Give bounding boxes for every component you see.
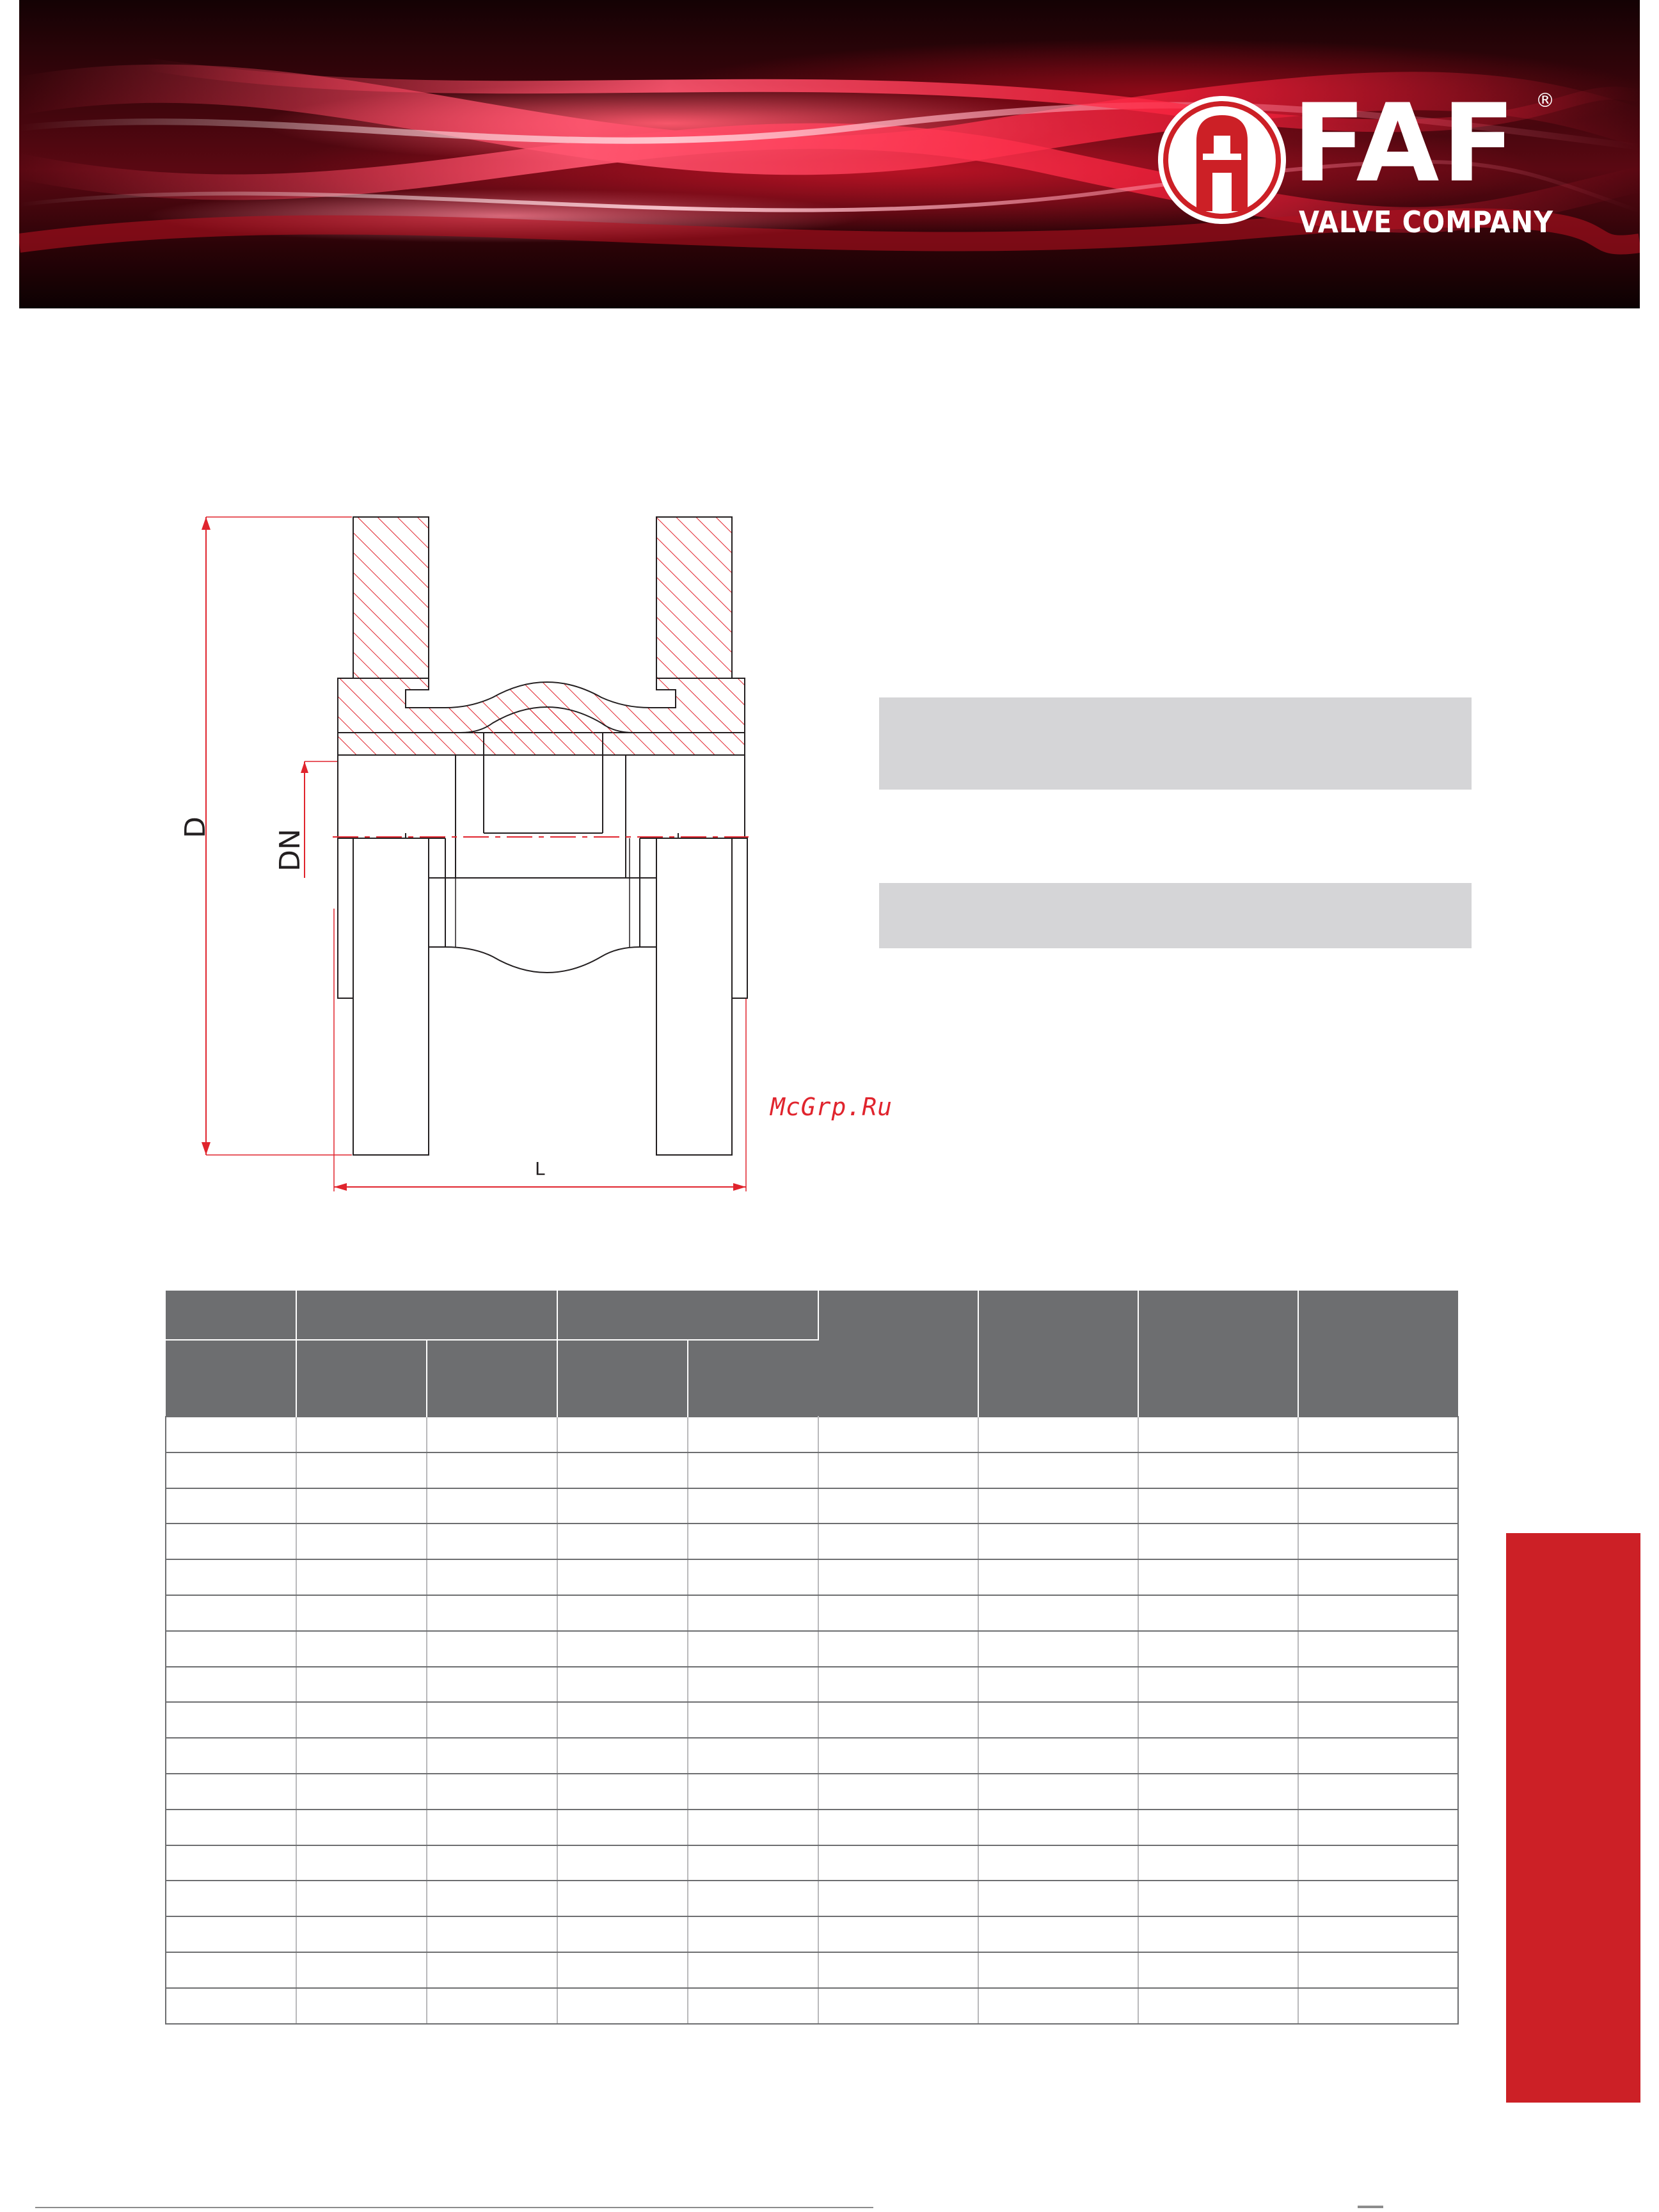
table-cell: [166, 1810, 296, 1845]
table-cell: [1298, 1916, 1458, 1952]
table-cell: [427, 1595, 557, 1631]
table-cell: [688, 1881, 818, 1916]
table-header-cell: [978, 1291, 1138, 1417]
table-cell: [688, 1810, 818, 1845]
table-cell: [688, 1631, 818, 1667]
table-cell: [166, 1417, 296, 1452]
table-row: [166, 1916, 1458, 1952]
table-cell: [557, 1952, 688, 1988]
registered-mark: ®: [1536, 90, 1555, 112]
table-cell: [557, 1595, 688, 1631]
table-cell: [1298, 1774, 1458, 1810]
section-view: [338, 517, 745, 878]
table-cell: [166, 1631, 296, 1667]
table-cell: [688, 1845, 818, 1881]
table-cell: [557, 1774, 688, 1810]
table-cell: [818, 1738, 978, 1774]
table-cell: [557, 1452, 688, 1488]
table-cell: [557, 1845, 688, 1881]
table-cell: [427, 1524, 557, 1559]
table-header-cell: [296, 1340, 427, 1417]
table-row: [166, 1559, 1458, 1595]
table-header-cell: [688, 1340, 818, 1417]
table-cell: [166, 1667, 296, 1703]
table-cell: [688, 1417, 818, 1452]
table-cell: [557, 1881, 688, 1916]
label-d: D: [179, 816, 212, 838]
table-cell: [818, 1845, 978, 1881]
table-cell: [978, 1738, 1138, 1774]
table-cell: [688, 1702, 818, 1738]
table-cell: [296, 1702, 427, 1738]
table-cell: [1138, 1988, 1298, 2024]
info-panel-1: [879, 697, 1472, 790]
table-cell: [978, 1559, 1138, 1595]
logo-tagline: VALVE COMPANY: [1299, 205, 1554, 239]
table-cell: [978, 1631, 1138, 1667]
table-cell: [427, 1667, 557, 1703]
table-row: [166, 1738, 1458, 1774]
table-cell: [1298, 1559, 1458, 1595]
table-cell: [427, 1452, 557, 1488]
table-cell: [557, 1559, 688, 1595]
table-cell: [1138, 1417, 1298, 1452]
table-row: [166, 1631, 1458, 1667]
table-cell: [1298, 1488, 1458, 1524]
table-cell: [818, 1667, 978, 1703]
table-cell: [1298, 1452, 1458, 1488]
faf-logo-emblem-icon: [1152, 90, 1292, 230]
table-cell: [427, 1952, 557, 1988]
table-header-cell: [296, 1291, 557, 1340]
table-row: [166, 1702, 1458, 1738]
table-cell: [978, 1452, 1138, 1488]
table-cell: [978, 1988, 1138, 2024]
table-row: [166, 1845, 1458, 1881]
table-cell: [818, 1417, 978, 1452]
table-header-cell: [166, 1340, 296, 1417]
table-cell: [296, 1595, 427, 1631]
table-cell: [427, 1631, 557, 1667]
footer-rule: [35, 2207, 873, 2208]
table-cell: [1298, 1738, 1458, 1774]
table-cell: [1138, 1667, 1298, 1703]
table-cell: [166, 1845, 296, 1881]
table-cell: [688, 1559, 818, 1595]
table-row: [166, 1810, 1458, 1845]
table-cell: [296, 1952, 427, 1988]
specification-table: [165, 1291, 1459, 2025]
table-cell: [166, 1488, 296, 1524]
table-header-row-1: [166, 1291, 1458, 1340]
table-header-cell: [427, 1340, 557, 1417]
table-row: [166, 1881, 1458, 1916]
table-cell: [978, 1702, 1138, 1738]
table-cell: [688, 1952, 818, 1988]
table-cell: [557, 1488, 688, 1524]
faf-logo: [1152, 81, 1561, 243]
table-row: [166, 1488, 1458, 1524]
table-header-cell: [557, 1291, 818, 1340]
table-cell: [818, 1952, 978, 1988]
table-cell: [557, 1524, 688, 1559]
table-cell: [1138, 1952, 1298, 1988]
table-cell: [557, 1417, 688, 1452]
table-cell: [557, 1810, 688, 1845]
table-row: [166, 1417, 1458, 1452]
table-cell: [978, 1524, 1138, 1559]
table-cell: [296, 1488, 427, 1524]
table-cell: [557, 1738, 688, 1774]
table-cell: [1298, 1667, 1458, 1703]
expansion-joint-drawing: [160, 499, 768, 1203]
table-cell: [166, 1559, 296, 1595]
table-cell: [818, 1631, 978, 1667]
table-cell: [296, 1452, 427, 1488]
table-cell: [557, 1702, 688, 1738]
table-cell: [818, 1595, 978, 1631]
table-cell: [427, 1559, 557, 1595]
table-cell: [688, 1667, 818, 1703]
table-cell: [427, 1916, 557, 1952]
table-cell: [1298, 1881, 1458, 1916]
table-cell: [296, 1417, 427, 1452]
table-cell: [978, 1845, 1138, 1881]
table-cell: [296, 1667, 427, 1703]
table-cell: [1138, 1452, 1298, 1488]
table-cell: [688, 1988, 818, 2024]
table-cell: [688, 1595, 818, 1631]
table-cell: [427, 1845, 557, 1881]
table-cell: [166, 1988, 296, 2024]
table-cell: [296, 1559, 427, 1595]
table-cell: [296, 1631, 427, 1667]
table-row: [166, 1952, 1458, 1988]
table-cell: [818, 1916, 978, 1952]
table-cell: [557, 1988, 688, 2024]
table-row: [166, 1988, 1458, 2024]
table-cell: [427, 1774, 557, 1810]
table-cell: [166, 1595, 296, 1631]
table-cell: [688, 1738, 818, 1774]
table-cell: [818, 1988, 978, 2024]
table-cell: [1138, 1845, 1298, 1881]
table-cell: [296, 1524, 427, 1559]
table-cell: [688, 1452, 818, 1488]
table-row: [166, 1452, 1458, 1488]
table-cell: [1138, 1881, 1298, 1916]
table-header-cell: [1138, 1291, 1298, 1417]
table-cell: [1298, 1417, 1458, 1452]
table-cell: [1298, 1595, 1458, 1631]
table-cell: [427, 1417, 557, 1452]
table-cell: [296, 1738, 427, 1774]
table-cell: [1138, 1810, 1298, 1845]
table-cell: [296, 1881, 427, 1916]
table-cell: [1298, 1952, 1458, 1988]
table-header-cell: [1298, 1291, 1458, 1417]
table-cell: [427, 1702, 557, 1738]
table-cell: [978, 1881, 1138, 1916]
table-cell: [818, 1524, 978, 1559]
table-cell: [296, 1988, 427, 2024]
table-cell: [978, 1916, 1138, 1952]
table-cell: [1298, 1631, 1458, 1667]
table-cell: [166, 1524, 296, 1559]
table-cell: [166, 1952, 296, 1988]
info-panel-2: [879, 883, 1472, 948]
table-cell: [166, 1774, 296, 1810]
table-row: [166, 1595, 1458, 1631]
table-cell: [1298, 1702, 1458, 1738]
table-cell: [1138, 1631, 1298, 1667]
table-cell: [1138, 1559, 1298, 1595]
table-cell: [818, 1774, 978, 1810]
table-row: [166, 1774, 1458, 1810]
table-cell: [978, 1417, 1138, 1452]
table-cell: [1138, 1524, 1298, 1559]
table-cell: [978, 1810, 1138, 1845]
label-dn: DN: [274, 829, 306, 871]
table-cell: [1298, 1845, 1458, 1881]
table-cell: [427, 1881, 557, 1916]
table-cell: [427, 1738, 557, 1774]
table-cell: [1138, 1774, 1298, 1810]
table-cell: [818, 1452, 978, 1488]
table-cell: [978, 1488, 1138, 1524]
table-cell: [688, 1488, 818, 1524]
table-cell: [166, 1738, 296, 1774]
table-cell: [427, 1988, 557, 2024]
table-cell: [978, 1667, 1138, 1703]
watermark: McGrp.Ru: [770, 1093, 893, 1121]
table-cell: [166, 1702, 296, 1738]
table-cell: [557, 1631, 688, 1667]
table-cell: [818, 1559, 978, 1595]
table-cell: [1138, 1595, 1298, 1631]
table-cell: [978, 1595, 1138, 1631]
table-cell: [1138, 1702, 1298, 1738]
table-cell: [166, 1916, 296, 1952]
table-cell: [296, 1845, 427, 1881]
table-cell: [818, 1810, 978, 1845]
table-cell: [688, 1774, 818, 1810]
logo-wordmark: FAF: [1292, 81, 1518, 206]
table-cell: [818, 1488, 978, 1524]
section-tab: [1506, 1533, 1640, 2103]
table-cell: [166, 1881, 296, 1916]
table-cell: [1138, 1916, 1298, 1952]
table-cell: [818, 1881, 978, 1916]
table-cell: [978, 1952, 1138, 1988]
table-cell: [296, 1916, 427, 1952]
table-row: [166, 1667, 1458, 1703]
table-body: [166, 1417, 1458, 2024]
table-cell: [427, 1810, 557, 1845]
footer-mark: [1358, 2206, 1383, 2208]
table-cell: [296, 1810, 427, 1845]
table-header-cell: [557, 1340, 688, 1417]
table-cell: [978, 1774, 1138, 1810]
table-header-cell: [166, 1291, 296, 1340]
table-cell: [688, 1916, 818, 1952]
table-cell: [427, 1488, 557, 1524]
table-cell: [1138, 1738, 1298, 1774]
external-view: [338, 838, 747, 1155]
table-cell: [166, 1452, 296, 1488]
table-cell: [818, 1702, 978, 1738]
table-cell: [1298, 1988, 1458, 2024]
table-row: [166, 1524, 1458, 1559]
label-l: L: [535, 1158, 545, 1179]
table-cell: [1298, 1524, 1458, 1559]
table-cell: [557, 1916, 688, 1952]
dimension-dn: [301, 761, 339, 878]
table-cell: [688, 1524, 818, 1559]
header-banner: [19, 0, 1640, 308]
table-header-cell: [818, 1291, 978, 1417]
table-cell: [296, 1774, 427, 1810]
table-cell: [557, 1667, 688, 1703]
table-cell: [1298, 1810, 1458, 1845]
table-cell: [1138, 1488, 1298, 1524]
